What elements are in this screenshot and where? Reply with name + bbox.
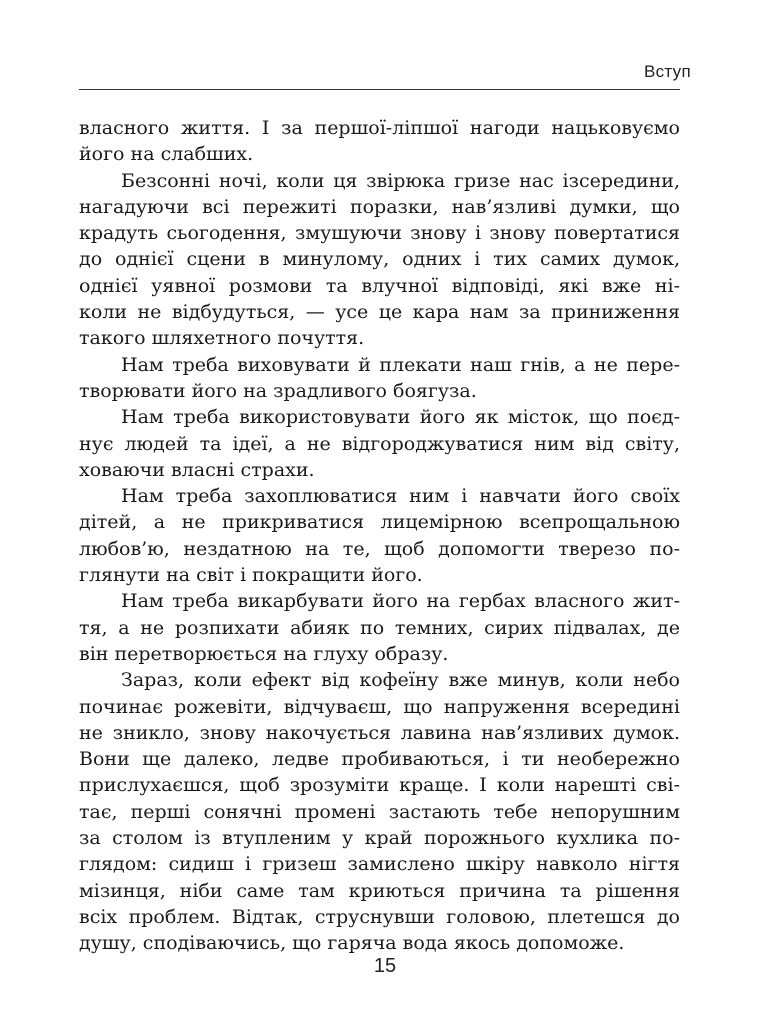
text-line: починає рожевіти, відчуваєш, що напруження всередині [79, 695, 680, 718]
page-number: 15 [373, 955, 397, 977]
text-line: душу, сподіваючись, що гаряча вода якось допоможе. [79, 932, 625, 955]
text-line: творювати його на зрадливого боягуза. [79, 379, 477, 402]
text-line: він перетворюється на глуху образу. [79, 642, 449, 665]
text-line: всіх проблем. Відтак, струснувши головою, плетешся до [79, 905, 680, 928]
text-line: мізинця, ніби саме там криються причина та рішення [79, 879, 680, 902]
text-line: до однієї сцени в минулому, одних і тих самих думок, [79, 248, 680, 271]
text-line: Нам треба виховувати й плекати наш гнів, а не пере- [121, 353, 680, 376]
text-line: за столом із втупленим у край порожнього кухлика по- [79, 827, 680, 850]
text-line: такого шляхетного почуття. [79, 327, 365, 350]
text-line: дітей, а не прикриватися лицемірною всепрощальною [79, 511, 680, 534]
text-line: глядом: сидиш і гризеш замислено шкіру навколо нігтя [79, 853, 680, 876]
text-line: любов’ю, нездатною на те, щоб допомогти тверезо по- [79, 537, 680, 560]
text-line: Безсонні ночі, коли ця звірюка гризе нас ізсередини, [121, 169, 680, 192]
body-text [79, 115, 680, 957]
text-line: глянути на світ і покращити його. [79, 564, 423, 587]
text-line: Зараз, коли ефект від кофеїну вже минув, коли небо [121, 669, 680, 692]
text-line: його на слабших. [79, 143, 254, 166]
text-line: коли не відбудуться, — усе це кара нам за приниження [79, 301, 680, 324]
header-divider [79, 89, 680, 90]
text-line: тає, перші сонячні промені застають тебе непорушним [79, 800, 680, 823]
text-line: Нам треба викарбувати його на гербах власного жит- [121, 590, 680, 613]
text-line: прислухаєшся, щоб зрозуміти краще. І коли нарешті сві- [79, 774, 680, 797]
text-line: однієї уявної розмови та влучної відповіді, які вже ні- [79, 274, 680, 297]
text-line: Нам треба захоплюватися ним і навчати його своїх [121, 485, 680, 508]
text-line: нує людей та ідеї, а не відгороджуватися ним від світу, [79, 432, 680, 455]
text-line: Вони ще далеко, ледве пробиваються, і ти необережно [79, 748, 680, 771]
text-line: ховаючи власні страхи. [79, 458, 315, 481]
text-line: не зникло, знову накочується лавина нав’язливих думок. [79, 721, 680, 744]
text-line: Нам треба використовувати його як місток, що поєд- [121, 406, 680, 429]
section-title: Вступ [643, 62, 691, 81]
text-line: тя, а не розпихати абияк по темних, сирих підвалах, де [79, 616, 680, 639]
text-line: нагадуючи всі пережиті поразки, нав’язливі думки, що [79, 195, 680, 218]
text-line: крадуть сьогодення, змушуючи знову і знову повертатися [79, 222, 680, 245]
text-line: власного життя. І за першої-ліпшої нагоди нацьковуємо [79, 117, 680, 139]
